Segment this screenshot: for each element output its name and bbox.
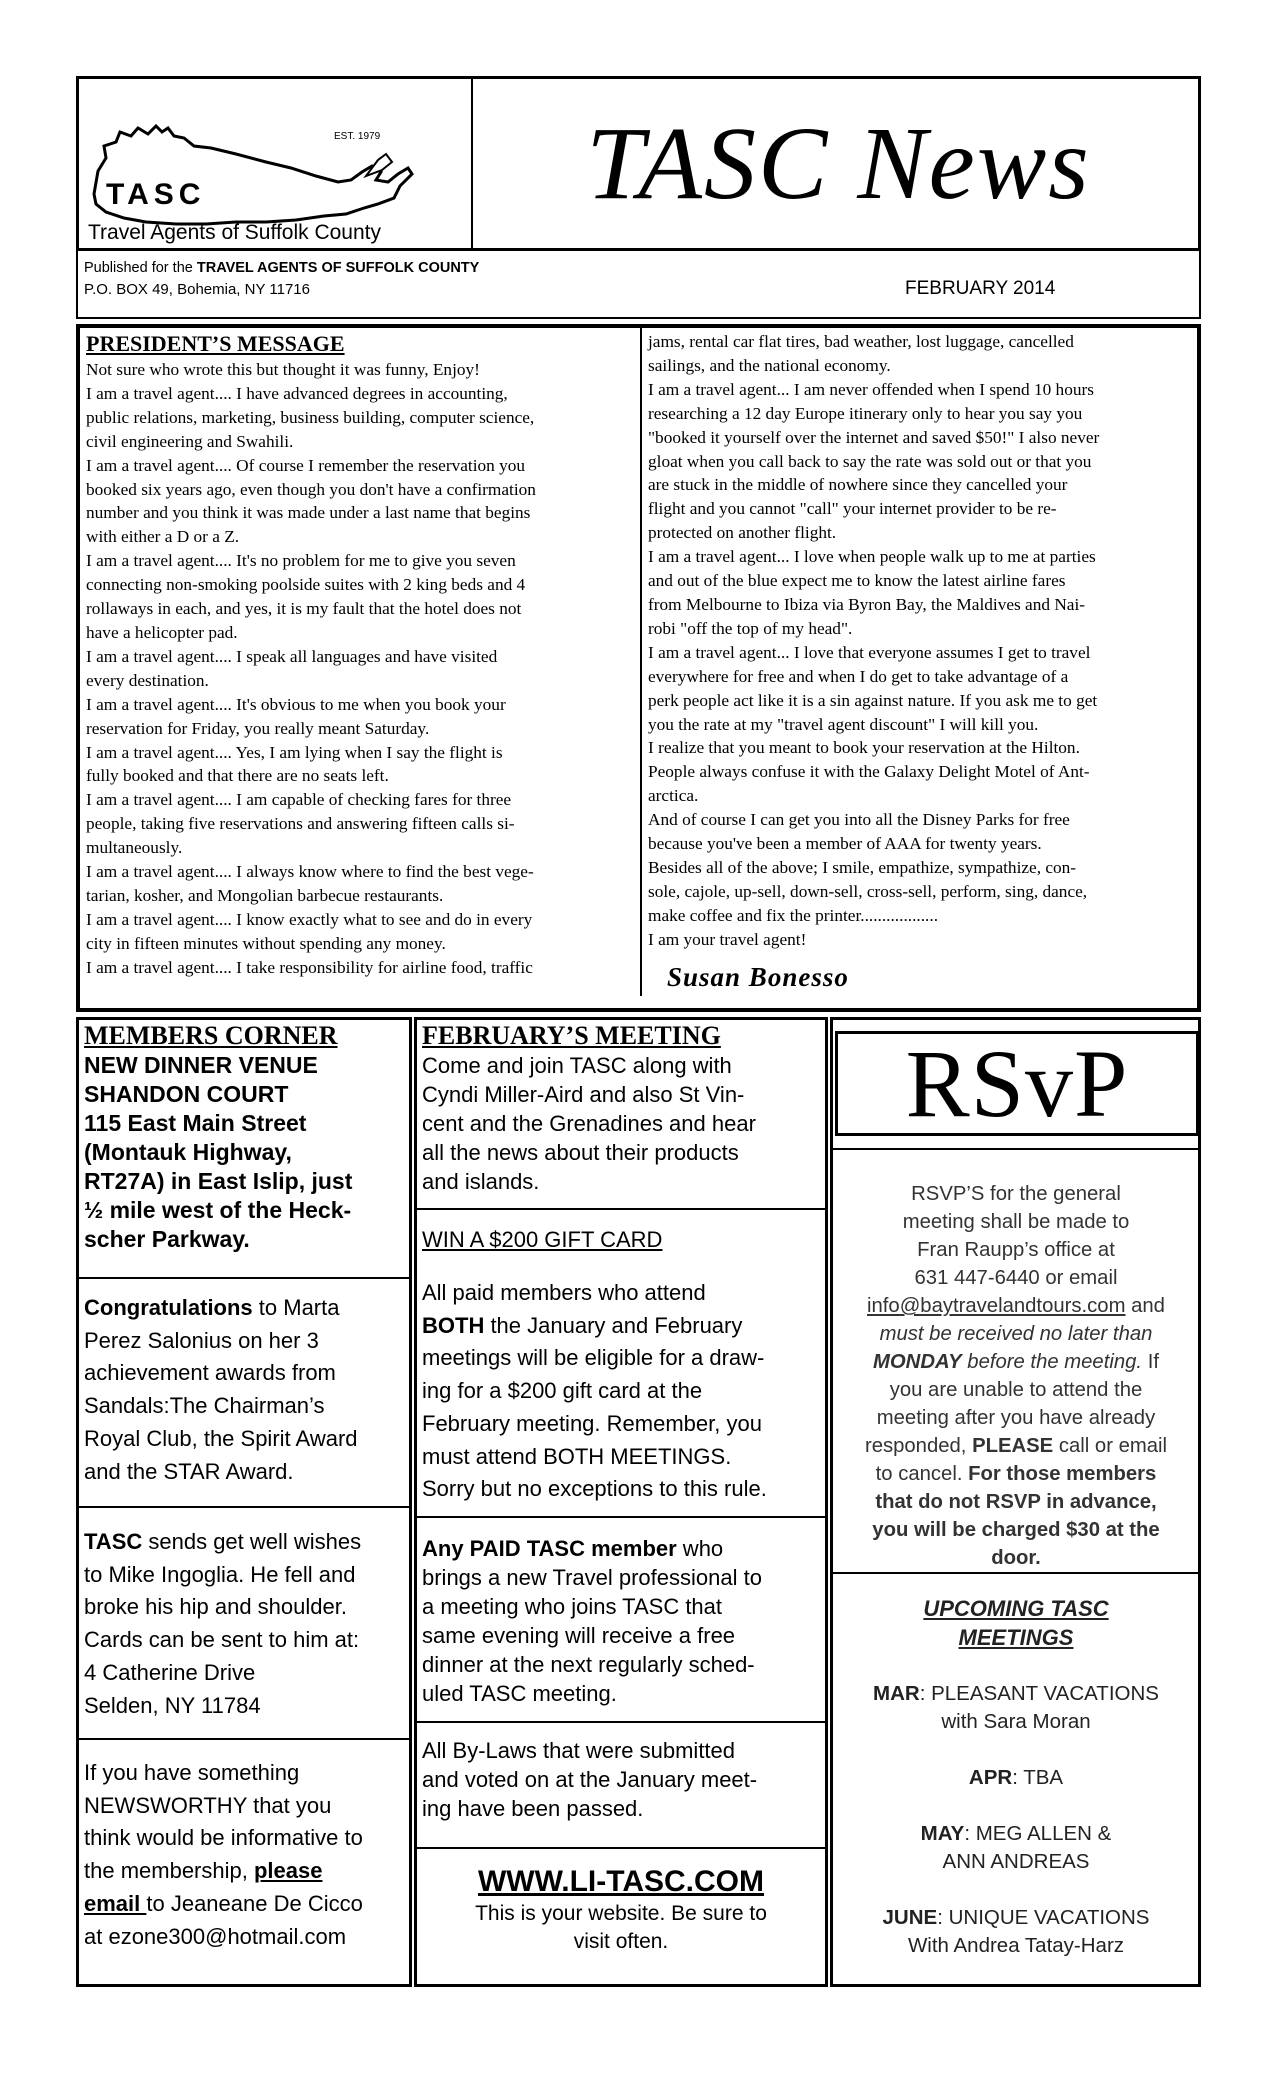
text-line: 115 East Main Street (84, 1110, 307, 1136)
text-line: from Melbourne to Ibiza via Byron Bay, the Maldives and Nai- (648, 594, 1086, 614)
text-line: you the rate at my "travel agent discount" I will kill you. (648, 714, 1039, 734)
website-text (417, 1900, 825, 1956)
text-line: Sorry but no exceptions to this rule. (422, 1476, 767, 1502)
text-line: I am a travel agent... I am never offended when I spend 10 hours (648, 379, 1094, 399)
divider (417, 1721, 825, 1723)
text-line: flight and you cannot "call" your internet provider to be re- (648, 499, 1057, 519)
meeting-item: MAY: MEG ALLEN & ANN ANDREAS (920, 1822, 1112, 1873)
divider (417, 1847, 825, 1849)
published-for: Published for the TRAVEL AGENTS OF SUFFOLK COUNTY (84, 260, 480, 276)
gift-card-heading: WIN A $200 GIFT CARD (422, 1227, 663, 1252)
text-line: I am a travel agent.... I always know where to find the best vege- (86, 862, 534, 882)
rsvp-email-link[interactable]: info@baytravelandtours.com (867, 1295, 1126, 1317)
text-line: tarian, kosher, and Mongolian barbecue restaurants. (86, 885, 444, 905)
text-line: rollaways in each, and yes, it is my fault that the hotel does not (86, 599, 522, 619)
text-line: because you've been a member of AAA for twenty years. (648, 834, 1042, 854)
text-line: sailings, and the national economy. (648, 355, 891, 375)
text-line: dinner at the next regularly sched- (422, 1652, 755, 1677)
text-line: ½ mile west of the Heck- (84, 1197, 352, 1223)
text-line: everywhere for free and when I do get to take advantage of a (648, 666, 1069, 686)
text-line: Not sure who wrote this but thought it was funny, Enjoy! (86, 360, 480, 379)
text-line: to Marta (252, 1295, 340, 1320)
presidents-message-right (648, 330, 1194, 952)
text-line: cent and the Grenadines and hear (422, 1111, 756, 1136)
text-line: NEWSWORTHY that you (84, 1792, 332, 1818)
text-line: must attend BOTH MEETINGS. (422, 1443, 732, 1469)
text-line: make coffee and fix the printer.................. (648, 905, 939, 925)
text-line: door. (991, 1547, 1041, 1569)
logo-est: EST. 1979 (334, 131, 381, 142)
newsworthy-note: If you have something NEWSWORTHY that you think would be informative to the membership, please email to Jeaneane De Cicco at ezone300@hotmail.com (84, 1760, 363, 1949)
text-line: If you have something (84, 1760, 300, 1785)
text-line: I am a travel agent... I love when people walk up to me at parties (648, 547, 1096, 567)
upcoming-meetings: UPCOMING TASC MEETINGS MAR: PLEASANT VACATIONS with Sara Moran APR: TBA MAY: MEG ALLEN & ANN ANDREAS JUNE: UNIQUE VACATIONS With Andrea Tatay-Harz (836, 1594, 1196, 1960)
text-line: and the STAR Award. (84, 1458, 294, 1484)
text-line: to Mike Ingoglia. He fell and (84, 1561, 356, 1587)
text-line: perk people act like it is a sin against nature. If you ask me to get (648, 690, 1098, 710)
upcoming-heading: UPCOMING TASC (923, 1596, 1109, 1621)
text-line: (Montauk Highway, (84, 1139, 292, 1165)
website-link[interactable]: WWW.LI-TASC.COM (477, 1865, 765, 1898)
text-line: NEW DINNER VENUE (84, 1052, 318, 1078)
text-line: I am a travel agent.... I have advanced degrees in accounting, (86, 383, 508, 403)
text-line: protected on another flight. (648, 523, 837, 543)
text-line: Royal Club, the Spirit Award (84, 1425, 358, 1451)
logo-caption: Travel Agents of Suffolk County (88, 221, 381, 244)
text-line: multaneously. (86, 838, 183, 858)
divider (79, 1277, 409, 1279)
text-line: Selden, NY 11784 (84, 1692, 261, 1718)
text-line: and voted on at the January meet- (422, 1767, 758, 1792)
text-line: People always confuse it with the Galaxy Delight Motel of Ant- (648, 762, 1090, 782)
rsvp-instructions: RSVP’S for the general meeting shall be made to Fran Raupp’s office at 631 447-6440 or email info@baytravelandtours.com and must be received no later than MONDAY before the meeting. If you are unable to attend the meeting after you have already responded, PLEASE call or email to cancel. For those members that do not RSVP in advance, you will be charged $30 at the door. (864, 1183, 1168, 1569)
text-line: meetings will be eligible for a draw- (422, 1345, 765, 1371)
text-line: brings a new Travel professional to (422, 1565, 762, 1590)
text-line: have a helicopter pad. (86, 622, 238, 642)
text-line: Perez Salonius on her 3 (84, 1327, 319, 1353)
text-line: people, taking five reservations and answering fifteen calls si- (86, 814, 515, 834)
text-line: and out of the blue expect me to know the latest airline fares (648, 571, 1066, 591)
text-line: that do not RSVP in advance, (875, 1491, 1157, 1513)
meeting-item: JUNE: UNIQUE VACATIONS With Andrea Tatay-Harz (882, 1906, 1150, 1957)
text-line: uled TASC meeting. (422, 1681, 617, 1706)
text-line: Come and join TASC along with (422, 1053, 732, 1078)
text-line: All By-Laws that were submitted (422, 1738, 736, 1763)
address: P.O. BOX 49, Bohemia, NY 11716 (84, 281, 310, 298)
title-text: TASC News (586, 106, 1091, 221)
text-line: This is your website. Be sure to (475, 1902, 767, 1925)
text-line: with either a D or a Z. (86, 527, 240, 547)
text-line: Besides all of the above; I smile, empathize, sympathize, con- (648, 857, 1077, 877)
text-line: I am a travel agent.... Yes, I am lying when I say the flight is (86, 742, 503, 762)
get-well-note: TASC sends get well wishes to Mike Ingoglia. He fell and broke his hip and shoulder. Cards can be sent to him at: 4 Catherine Drive Selden, NY 11784 (84, 1529, 362, 1718)
text-line: booked six years ago, even though you don't have a confirmation (86, 479, 536, 499)
text-line: and islands. (422, 1169, 540, 1194)
text-line: I am a travel agent.... I am capable of checking fares for three (86, 790, 512, 810)
text-line: broke his hip and shoulder. (84, 1594, 347, 1620)
text-line: city in fifteen minutes without spending any money. (86, 933, 446, 953)
text-line: visit often. (573, 1930, 669, 1953)
text-line: Cyndi Miller-Aird and also St Vin- (422, 1082, 745, 1107)
text-line: ing for a $200 gift card at the (422, 1378, 703, 1404)
text-line: Sandals:The Chairman’s (84, 1393, 325, 1419)
text-line: And of course I can get you into all the Disney Parks for free (648, 810, 1070, 830)
text-line: For those members (968, 1463, 1157, 1485)
text-line: robi "off the top of my head". (648, 618, 853, 638)
divider (79, 1506, 409, 1508)
column-divider (640, 328, 642, 996)
text-line: I am a travel agent.... I speak all languages and have visited (86, 646, 498, 666)
meeting-item: APR: TBA (968, 1766, 1064, 1789)
text-line: I am a travel agent.... I know exactly what to see and do in every (86, 909, 533, 929)
text-line: arctica. (648, 786, 699, 806)
text-line: same evening will receive a free (422, 1623, 736, 1648)
text-line: February meeting. Remember, you (422, 1410, 762, 1436)
presidents-message-right-text (648, 330, 1194, 952)
divider (833, 1148, 1198, 1150)
rsvp-logo: RSvP (835, 1031, 1199, 1136)
text-line: are stuck in the middle of nowhere since they cancelled your (648, 475, 1068, 495)
email-link[interactable]: email (84, 1890, 147, 1916)
newsletter-title (476, 76, 1201, 251)
presidents-message-heading: PRESIDENT’S MESSAGE (86, 331, 345, 356)
text-line: researching a 12 day Europe itinerary only to hear you say you (648, 403, 1083, 423)
text-line: I am your travel agent! (648, 929, 807, 949)
text-line: a meeting who joins TASC that (422, 1594, 723, 1619)
text-line: sole, cajole, up-sell, down-sell, cross-sell, perform, sing, dance, (648, 881, 1088, 901)
text-line: gloat when you call back to say the rate was sold out or that you (648, 451, 1092, 471)
divider (417, 1208, 825, 1210)
text-line: I am a travel agent.... I take responsibility for airline food, traffic (86, 957, 533, 977)
text-line: think would be informative to (84, 1825, 363, 1851)
text-line: number and you think it was made under a last name that begins (86, 503, 531, 523)
text-line: public relations, marketing, business building, computer science, (86, 407, 535, 427)
website-section (417, 1864, 825, 1956)
gift-card-section (422, 1225, 822, 1506)
text-line: I am a travel agent.... It's no problem for me to give you seven (86, 551, 516, 571)
meeting-list (836, 1680, 1196, 1960)
members-corner (84, 1021, 406, 1254)
dinner-venue (84, 1051, 406, 1254)
text-line: "booked it yourself over the internet and saved $50!" I also never (648, 427, 1100, 447)
february-meeting-heading: FEBRUARY’S MEETING (422, 1021, 721, 1050)
presidents-message-left (86, 330, 631, 980)
text-line: connecting non-smoking poolside suites with 2 king beds and 4 (86, 575, 526, 595)
logo-text: TASC (106, 178, 206, 211)
meeting-item: MAR: PLEASANT VACATIONS with Sara Moran (873, 1682, 1159, 1733)
long-island-map-icon (76, 76, 471, 248)
text-line: all the news about their products (422, 1140, 739, 1165)
text-line: Cards can be sent to him at: (84, 1627, 360, 1653)
paid-member-note: Any PAID TASC member who brings a new Travel professional to a meeting who joins TASC that same evening will receive a free dinner at the next regularly sched- uled TASC meeting. (422, 1536, 762, 1706)
text-line: reservation for Friday, you really meant Saturday. (86, 718, 430, 738)
members-corner-heading: MEMBERS CORNER (84, 1021, 338, 1050)
text-line: achievement awards from (84, 1360, 336, 1386)
text-line: scher Parkway. (84, 1226, 250, 1252)
text-line: ing have been passed. (422, 1796, 644, 1821)
divider (833, 1572, 1198, 1574)
text-line: 4 Catherine Drive (84, 1659, 256, 1685)
presidents-message-left-text (86, 358, 631, 980)
bylaws-note (422, 1736, 822, 1823)
text-line: I am a travel agent... I love that everyone assumes I get to travel (648, 642, 1091, 662)
february-meeting (422, 1021, 822, 1196)
gift-card-text: All paid members who attend BOTH the January and February meetings will be eligible for a draw- ing for a $200 gift card at the February meeting. Remember, you must attend BOTH MEETINGS. Sorry but no exceptions to this rule. (422, 1280, 767, 1502)
text-line: every destination. (86, 670, 209, 690)
text-line: you will be charged $30 at the (872, 1519, 1160, 1541)
text-line: civil engineering and Swahili. (86, 431, 294, 451)
text-line: the membership, (84, 1858, 254, 1884)
meeting-intro (422, 1051, 822, 1196)
text-line: jams, rental car flat tires, bad weather, lost luggage, cancelled (648, 332, 1074, 351)
signature: Susan Bonesso (667, 962, 849, 992)
divider (417, 1516, 825, 1518)
text-line: RT27A) in East Islip, just (84, 1168, 353, 1194)
text-line: SHANDON COURT (84, 1081, 289, 1107)
please-email-link[interactable]: please (253, 1858, 323, 1884)
divider (79, 1738, 409, 1740)
congratulations-note: Congratulations to Marta Perez Salonius on her 3 achievement awards from Sandals:The Chairman’s Royal Club, the Spirit Award and the STAR Award. (84, 1295, 358, 1484)
text-line: I am a travel agent.... Of course I remember the reservation you (86, 455, 526, 475)
text-line: sends get well wishes (142, 1529, 362, 1554)
issue-date: FEBRUARY 2014 (905, 278, 1056, 299)
text-line: I am a travel agent.... It's obvious to me when you book your (86, 694, 506, 714)
tasc-logo (76, 76, 473, 251)
text-line: I realize that you meant to book your reservation at the Hilton. (648, 738, 1080, 758)
text-line: fully booked and that there are no seats left. (86, 766, 389, 786)
